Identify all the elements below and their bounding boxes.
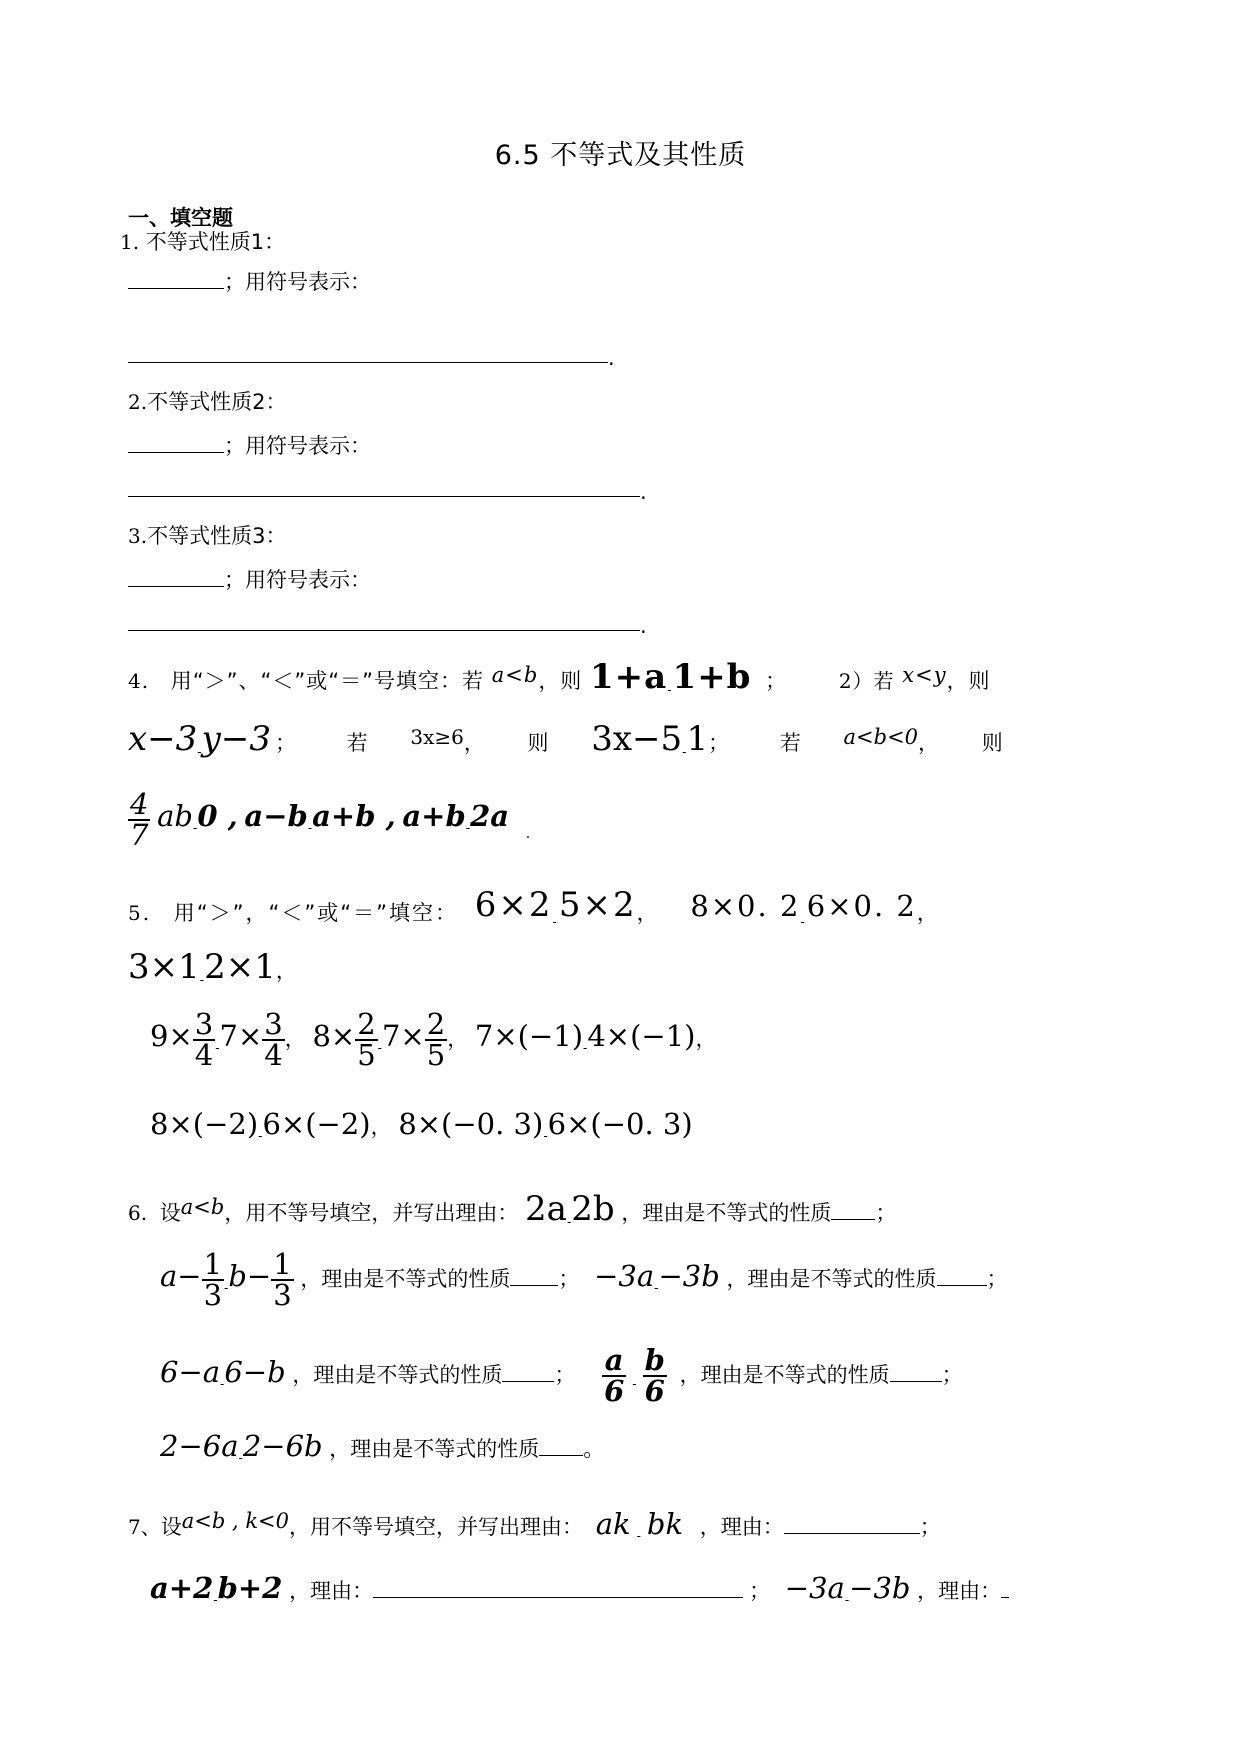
q4-blank5[interactable]: - [307, 821, 313, 835]
q5-r6-left: 7×(−1) [474, 1019, 584, 1053]
q2-blank-symbol[interactable] [128, 496, 640, 497]
q6-frac-a6 [602, 1343, 626, 1408]
q6-frac-13-a-num: 1 [203, 1247, 223, 1281]
q7-reason2-blank[interactable] [373, 1596, 743, 1598]
q4-line3 [128, 787, 531, 852]
q6-semi1: ； [875, 1201, 897, 1225]
q5-frac-25-a-num: 2 [357, 1007, 376, 1041]
q1-label: 不等式性质1： [145, 230, 286, 254]
q5-comma5: ， [447, 1027, 469, 1051]
q7-line2 [150, 1571, 1009, 1607]
q6-blank4[interactable]: - [220, 1377, 225, 1391]
q5-r6-right: 4×(−1) [587, 1019, 696, 1053]
q4-frac-denominator: 7 [130, 818, 149, 852]
q5-frac-34-a-num: 3 [194, 1007, 214, 1041]
q4-blank1[interactable]: - [667, 683, 673, 697]
q6-e1-right: 2b [571, 1189, 615, 1229]
q5-blank4[interactable]: - [215, 1041, 220, 1055]
q5-comma2: ， [916, 901, 940, 925]
q4-fraction [128, 787, 150, 852]
q7-e3-right: −3b [849, 1571, 911, 1605]
q5-frac-34-a [193, 1007, 215, 1072]
q7-blank1[interactable]: - [636, 1529, 641, 1543]
q6-e6-left: 2−6a [160, 1429, 239, 1463]
q4-blank2[interactable]: - [197, 745, 202, 759]
q6-blank1[interactable]: - [566, 1215, 572, 1229]
q4-ruo4: 若 [779, 731, 801, 755]
q6-e2-left: a− [160, 1259, 202, 1293]
q6-line4 [160, 1429, 605, 1465]
q6-frac-a6-num: a [602, 1346, 626, 1377]
q6-reason3: ，理由是不等式的性质 [726, 1267, 937, 1291]
q5-line4 [150, 1107, 693, 1143]
q5-line2 [128, 947, 297, 987]
q7-e2-left: a+2 [150, 1571, 214, 1605]
q6-reason2-blank[interactable] [510, 1284, 558, 1286]
q5-frac-25-b-num: 2 [426, 1007, 446, 1041]
q5-comma4: ， [284, 1027, 306, 1051]
q5-frac-25-b-den: 5 [426, 1038, 446, 1072]
q5-blank8[interactable]: - [543, 1129, 548, 1143]
q4-cond4: a<b<0 [843, 725, 919, 749]
q1-line1 [120, 232, 285, 253]
q6-blank5[interactable]: - [632, 1377, 637, 1391]
q3-number: 3. [128, 524, 148, 548]
q7-e3-left: −3a [784, 1571, 845, 1605]
q6-e4-right: 6−b [224, 1355, 286, 1389]
q4-then3: 则 [527, 731, 549, 755]
q7-li2: ，理由： [289, 1579, 374, 1603]
q6-reason5-blank[interactable] [890, 1380, 942, 1382]
q5-number: 5. [128, 901, 152, 925]
q5-r4-left: 9× [150, 1019, 193, 1053]
q3-line2 [128, 570, 371, 591]
q5-line3 [150, 1007, 717, 1072]
q6-reason5: ，理由是不等式的性质 [679, 1363, 890, 1387]
q6-cond: a<b [180, 1195, 225, 1219]
q4-number: 4. [128, 669, 150, 693]
q4-cond3: 3x≥6 [410, 725, 464, 749]
q6-frac-a6-den: 6 [604, 1374, 625, 1408]
q6-semi3: ； [986, 1267, 1008, 1291]
q6-frac-13-b-num: 1 [273, 1247, 292, 1281]
q5-r8-right: 6×(−0. 3) [547, 1107, 693, 1141]
q6-reason4-blank[interactable] [502, 1380, 554, 1382]
q6-line3 [160, 1343, 963, 1408]
q6-reason4: ，理由是不等式的性质 [292, 1363, 503, 1387]
q6-blank3[interactable]: - [654, 1281, 659, 1295]
q4-end: . [525, 826, 531, 842]
q1-blank-symbol[interactable] [128, 362, 608, 363]
q7-cond: a<b , k<0 [181, 1509, 290, 1533]
q5-r2-right: 6×0. 2 [806, 889, 917, 923]
q5-comma6: ， [695, 1027, 717, 1051]
q5-r5-right: 7× [381, 1019, 425, 1053]
q5-frac-34-b [262, 1007, 284, 1072]
q5-r4-right: 7× [219, 1019, 263, 1053]
q4-expr4-left: ab [157, 799, 193, 833]
q7-e1-right: bk [646, 1507, 684, 1541]
q6-blank6[interactable]: - [238, 1451, 243, 1465]
q6-intro: 设 [159, 1201, 181, 1225]
q6-e3-left: −3a [594, 1259, 655, 1293]
q6-e4-left: 6−a [160, 1355, 221, 1389]
q5-frac-34-b-den: 4 [264, 1038, 283, 1072]
q6-frac-13-b [271, 1247, 293, 1312]
q7-number: 7、 [128, 1515, 161, 1539]
q1-number: 1. [120, 230, 140, 254]
q4-ruo3: 若 [346, 731, 368, 755]
q4-blank6[interactable]: - [465, 821, 471, 835]
q4-intro: 用“＞”、“＜”或“＝”号填空：若 [170, 669, 485, 693]
q7-semi1: ； [919, 1515, 941, 1539]
q6-reason1: ，理由是不等式的性质 [621, 1201, 832, 1225]
q5-blank3[interactable]: - [199, 973, 205, 987]
q4-line1 [128, 657, 991, 697]
q5-intro: 用“＞”，“＜”或“＝”填空： [173, 901, 459, 925]
q7-intro: 设 [160, 1515, 182, 1539]
q4-sep2: ； [274, 731, 296, 755]
q7-semi2: ； [749, 1579, 771, 1603]
q6-e6-right: 2−6b [242, 1429, 323, 1463]
q4-expr6-left: a+b [402, 799, 466, 833]
q7-line1 [128, 1507, 941, 1543]
q5-comma1: ， [636, 901, 660, 925]
q4-frac-numerator: 4 [130, 787, 149, 821]
q6-e1-left: 2a [525, 1189, 567, 1229]
q5-r7-right: 6×(−2) [262, 1107, 371, 1141]
q7-li3: ，理由： [917, 1579, 1002, 1603]
q4-then4: 则 [981, 731, 1003, 755]
q4-expr1-right: 1+b [672, 657, 752, 697]
q5-r2-left: 8×0. 2 [690, 889, 801, 923]
q7-reason1-blank[interactable] [784, 1532, 920, 1534]
q5-blank5[interactable]: - [377, 1041, 382, 1055]
q4-cond2: x<y [902, 663, 947, 687]
q6-line1 [128, 1189, 897, 1229]
q6-reason1-blank[interactable] [831, 1218, 875, 1220]
q5-blank1[interactable]: - [552, 915, 559, 929]
q6-frac-b6 [643, 1343, 667, 1408]
q4-then1: ，则 [538, 669, 583, 693]
q3-blank-statement[interactable] [128, 585, 224, 587]
q4-expr6-right: 2a [470, 799, 510, 833]
q3-end: . [640, 614, 647, 638]
q3-blank-symbol[interactable] [128, 630, 640, 631]
q4-expr4-right: 0 , [197, 799, 238, 833]
q5-blank7[interactable]: - [258, 1129, 263, 1143]
q6-reason6: ，理由是不等式的性质 [329, 1437, 540, 1461]
q4-then4a: ， [918, 731, 940, 755]
q4-cond1: a<b [491, 663, 539, 687]
q5-frac-25-b [425, 1007, 447, 1072]
q4-expr2-left: x−3 [128, 719, 198, 759]
q2-label: 不等式性质2： [147, 390, 287, 414]
q4-blank4[interactable]: - [193, 821, 198, 835]
q5-comma3: ， [275, 959, 297, 983]
q6-frac-13-b-den: 3 [273, 1278, 292, 1312]
q7-intro2: ，用不等号填空，并写出理由： [289, 1515, 584, 1539]
q6-e2-right: b− [228, 1259, 272, 1293]
q4-expr1-left: 1+a [590, 657, 668, 697]
q4-sub2: 2）若 [838, 669, 895, 693]
q5-line1 [128, 885, 940, 929]
q6-reason3-blank[interactable] [937, 1284, 987, 1286]
q4-expr5-left: a−b [244, 799, 308, 833]
q7-blank2[interactable]: - [213, 1593, 218, 1607]
q1-tail: ；用符号表示： [224, 270, 371, 294]
q4-expr3-right: 1 [686, 719, 709, 759]
q3-line1 [128, 526, 286, 547]
q2-line1 [128, 392, 286, 413]
q5-r7-left: 8×(−2) [150, 1107, 259, 1141]
q3-label: 不等式性质3： [147, 524, 287, 548]
q6-number: 6. [128, 1201, 148, 1225]
q5-r5-left: 8× [312, 1019, 356, 1053]
q5-comma7: ， [370, 1115, 392, 1139]
q6-frac-13-a [202, 1247, 224, 1312]
q6-line2 [160, 1247, 1008, 1312]
q6-semi5: ； [941, 1363, 963, 1387]
q5-r3-left: 3×1 [128, 947, 200, 987]
q7-blank3[interactable]: - [844, 1593, 850, 1607]
section-heading: 一、填空题 [128, 206, 233, 230]
q7-e2-right: b+2 [217, 1571, 283, 1605]
q4-expr3-left: 3x−5 [591, 719, 683, 759]
q4-expr5-right: a+b , [312, 799, 396, 833]
q4-then3a: ， [463, 731, 485, 755]
q7-e1-left: ak [595, 1507, 631, 1541]
q6-end: 。 [583, 1437, 605, 1461]
q4-blank3[interactable]: - [682, 745, 687, 759]
q4-expr2-right: y−3 [201, 719, 271, 759]
q6-frac-b6-num: b [644, 1343, 665, 1377]
q5-r3-right: 2×1 [204, 947, 276, 987]
q1-end: . [608, 346, 615, 370]
q6-semi2: ； [558, 1267, 580, 1291]
q5-frac-25-a-den: 5 [357, 1038, 376, 1072]
q7-li1: ，理由： [699, 1515, 784, 1539]
q5-blank6[interactable]: - [583, 1041, 588, 1055]
q6-reason6-blank[interactable] [539, 1454, 583, 1456]
q3-tail: ；用符号表示： [224, 568, 371, 592]
q5-blank2[interactable]: - [800, 915, 807, 929]
q5-r1-right: 5×2 [558, 885, 637, 925]
q7-reason3-blank[interactable] [1001, 1596, 1009, 1598]
q6-intro2: ，用不等号填空，并写出理由： [224, 1201, 519, 1225]
q6-frac-13-a-den: 3 [203, 1278, 223, 1312]
q2-blank-statement[interactable] [128, 451, 224, 453]
q5-frac-34-b-num: 3 [264, 1007, 283, 1041]
q4-line2 [128, 719, 1108, 759]
q4-then2: ，则 [946, 669, 991, 693]
page-title: 6.5 不等式及其性质 [494, 140, 747, 171]
q6-frac-b6-den: 6 [644, 1374, 665, 1408]
q2-line2 [128, 436, 371, 457]
q6-blank2[interactable]: - [224, 1281, 229, 1295]
q2-number: 2. [128, 390, 148, 414]
q1-line2 [128, 272, 371, 293]
q5-r1-left: 6×2 [474, 885, 553, 925]
q4-sep3: ； [708, 731, 730, 755]
q5-frac-34-a-den: 4 [194, 1038, 214, 1072]
q6-e3-right: −3b [658, 1259, 720, 1293]
q5-frac-25-a [355, 1007, 377, 1072]
q1-blank-statement[interactable] [128, 287, 224, 289]
q2-end: . [640, 480, 647, 504]
q2-tail: ；用符号表示： [224, 434, 371, 458]
q6-semi4: ； [554, 1363, 576, 1387]
q5-r8-left: 8×(−0. 3) [398, 1107, 544, 1141]
q6-reason2: ，理由是不等式的性质 [300, 1267, 511, 1291]
q4-sep1: ； [765, 669, 788, 693]
